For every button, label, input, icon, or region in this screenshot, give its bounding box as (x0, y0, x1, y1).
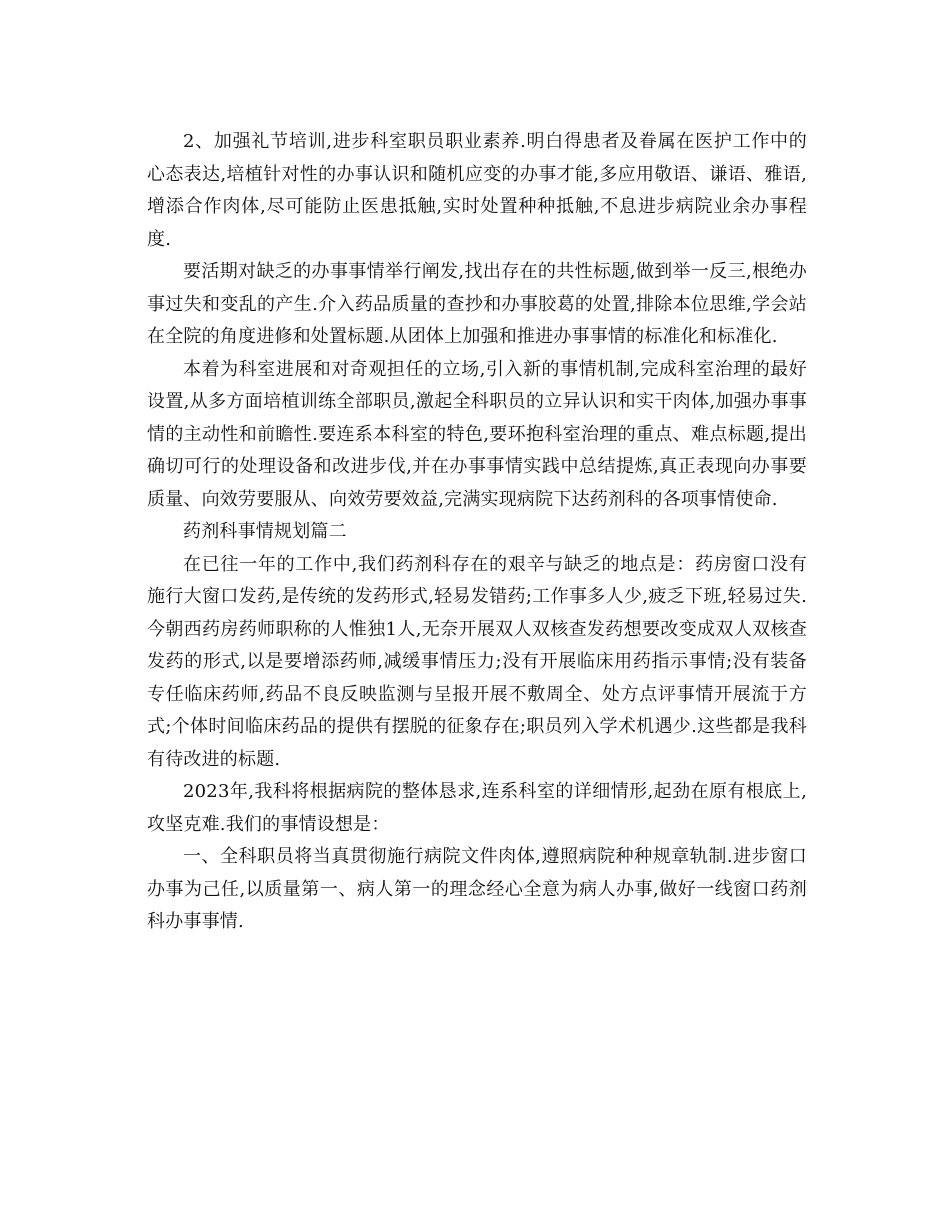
paragraph-mechanism: 本着为科室进展和对奇观担任的立场,引入新的事情机制,完成科室治理的最好设置,从多方面培植训练全部职员,激起全科职员的立异认识和实干肉体,加强办事事情的主动性和前瞻性.要连系本科室的特色,要环抱科室治理的重点、难点标题,提出确切可行的处理设备和改进步伐,并在办事事情实践中总结提炼,真正表现向办事要质量、向效劳要服从、向效劳要效益,完满实现病院下达药剂科的各项事情使命. (147, 358, 807, 510)
paragraph-problems: 在已往一年的工作中,我们药剂科存在的艰辛与缺乏的地点是：药房窗口没有施行大窗口发药,是传统的发药形式,轻易发错药;工作事多人少,疲乏下班,轻易过失.今朝西药房药师职称的人惟独1人,无奈开展双人双核查发药想要改变成双人双核查发药的形式,以是要增添药师,减缓事情压力;没有开展临床用药指示事情;没有装备专任临床药师,药品不良反映监测与呈报开展不敷周全、处方点评事情开展流于方式;个体时间临床药品的提供有摆脱的征象存在;职员列入学术机遇少.这些都是我科有待改进的标题. (147, 553, 807, 770)
paragraph-training: 2、加强礼节培训,进步科室职员职业素养.明白得患者及眷属在医护工作中的心态表达,培植针对性的办事认识和随机应变的办事才能,多应用敬语、谦语、雅语,增添合作肉体,尽可能防止医患抵触,实时处置种种抵触,不息进步病院业余办事程度. (147, 131, 807, 250)
section-heading: 药剂科事情规划篇二 (183, 521, 347, 542)
paragraph-plan-item-1: 一、全科职员将当真贯彻施行病院文件肉体,遵照病院种种规章轨制.进步窗口办事为己任,以质量第一、病人第一的理念经心全意为病人办事,做好一线窗口药剂科办事事情. (147, 846, 807, 932)
document-body (147, 126, 807, 939)
paragraph-analysis: 要活期对缺乏的办事事情举行阐发,找出存在的共性标题,做到举一反三,根绝办事过失和变乱的产生.介入药品质量的查抄和办事胶葛的处置,排除本位思维,学会站在全院的角度进修和处置标题.从团体上加强和推进办事事情的标准化和标准化. (147, 261, 807, 347)
paragraph-plan-intro: 2023年,我科将根据病院的整体恳求,连系科室的详细情形,起劲在原有根底上,攻坚克难.我们的事情设想是： (147, 781, 807, 835)
